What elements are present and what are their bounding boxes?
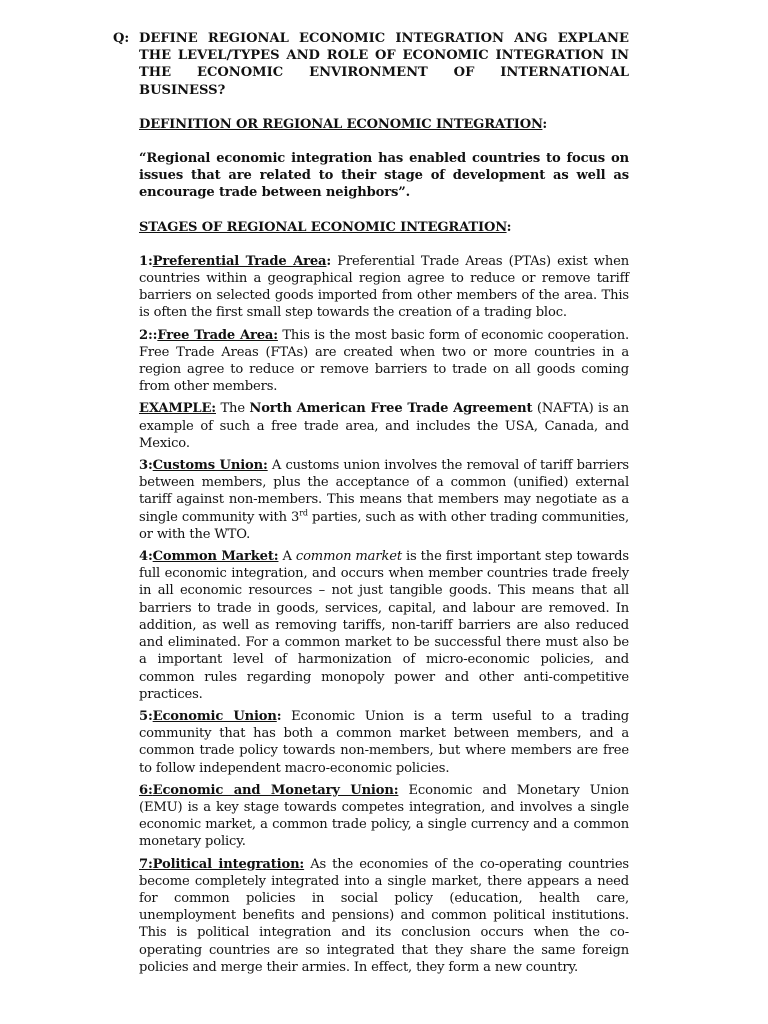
stage-description-a: A — [278, 549, 296, 565]
stage-number: 2:: — [139, 327, 158, 343]
document-page — [113, 30, 629, 976]
stage-number: 1: — [139, 253, 153, 269]
stage-number: 6: — [139, 782, 153, 798]
example-agreement-name: North American Free Trade Agreement — [249, 401, 533, 417]
stage-description: Preferential Trade Areas (PTAs) exist when countries within a geographical region agree to reduce or remove tariff barriers on selected goods imported from other members of the area. This is often the first small step towards the creation of a trading bloc. — [139, 253, 629, 321]
stage-preferential-trade-area — [139, 253, 629, 322]
definition-heading-colon: : — [542, 116, 548, 132]
stage-number: 5: — [139, 708, 153, 724]
question-block — [113, 30, 629, 99]
stage-term: Customs Union: — [152, 458, 268, 474]
definition-quote: “Regional economic integration has enabled countries to focus on issues that are related to their stage of development as well as encourage trade between neighbors”. — [139, 151, 629, 201]
stages-heading: STAGES OF REGIONAL ECONOMIC INTEGRATION — [139, 219, 507, 235]
stage-term: Economic Union — [152, 708, 277, 724]
stage-economic-monetary-union — [139, 782, 629, 851]
stage-number: 3: — [139, 458, 153, 474]
stage-economic-union — [139, 708, 629, 777]
stage-number: 7: — [139, 856, 153, 872]
stage-description: Economic and Monetary Union (EMU) is a key stage towards competes integration, and involves a single economic market, a common trade policy, a single currency and a common monetary policy. — [139, 782, 630, 850]
definition-heading: DEFINITION OR REGIONAL ECONOMIC INTEGRATION — [139, 116, 543, 132]
stage-term: Free Trade Area: — [157, 327, 278, 343]
stage-term: Preferential Trade Area — [152, 253, 327, 269]
definition-heading-line — [139, 116, 629, 133]
ordinal-superscript: rd — [299, 508, 308, 518]
example-paragraph — [139, 400, 629, 452]
stage-term-separator: : — [276, 708, 282, 724]
stage-political-integration — [139, 856, 629, 976]
stage-number: 4: — [139, 549, 153, 565]
stage-description: Economic Union is a term useful to a trading community that has both a common market between members, and a common trade policy towards non-members, but where members are free to follow independent macro-economic policies. — [139, 708, 630, 776]
stage-description-a: A customs union involves the removal of tariff barriers between members, plus the acceptance of a common (unified) external tariff against non-members. This means that members may negotiate as a single community with 3 — [139, 458, 630, 525]
stage-term: Common Market: — [152, 549, 279, 565]
stage-term: Political integration: — [152, 856, 305, 872]
stage-customs-union — [139, 457, 629, 543]
question-text: DEFINE REGIONAL ECONOMIC INTEGRATION ANG EXPLANE THE LEVEL/TYPES AND ROLE OF ECONOMIC INTEGRATION IN THE ECONOMIC ENVIRONMENT OF INTERNATIONAL BUSINESS? — [139, 31, 629, 98]
stage-italic-term: common market — [295, 549, 402, 565]
example-label: EXAMPLE: — [139, 401, 216, 417]
stage-term-separator: : — [326, 253, 332, 269]
stage-description: This is the most basic form of economic cooperation. Free Trade Areas (FTAs) are created when two or more countries in a region agree to reduce or remove barriers to trade on all goods coming from other members. — [139, 327, 629, 395]
stages-heading-colon: : — [506, 219, 512, 235]
example-text-a: The — [216, 401, 250, 417]
stages-heading-line — [139, 219, 629, 236]
stage-description-b: parties, such as with other trading communities, or with the WTO. — [139, 509, 629, 542]
stage-common-market — [139, 548, 629, 703]
stage-term: Economic and Monetary Union: — [152, 782, 399, 798]
stage-description: As the economies of the co-operating countries become completely integrated into a single market, there appears a need for common policies in social policy (education, health care, unemployment benefits and pensions) and common political institutions. This is political integration and its conclusion occurs when the co-operating countries are so integrated that they share the same foreign policies and merge their armies. In effect, they form a new country. — [139, 856, 629, 975]
question-label: Q: — [113, 31, 130, 46]
stage-free-trade-area — [139, 327, 629, 396]
stage-description-b: is the first important step towards full economic integration, and occurs when member countries trade freely in all economic resources – not just tangible goods. This means that all barriers to trade in goods, services, capital, and labour are removed. In addition, as well as removing tariffs, non-tariff barriers are also reduced and eliminated. For a common market to be successful there must also be a important level of harmonization of micro-economic policies, and common rules regarding monopoly power and other anti-competitive practices. — [139, 549, 629, 702]
example-text-b: (NAFTA) is an example of such a free trade area, and includes the USA, Canada, and Mexico. — [139, 401, 629, 451]
